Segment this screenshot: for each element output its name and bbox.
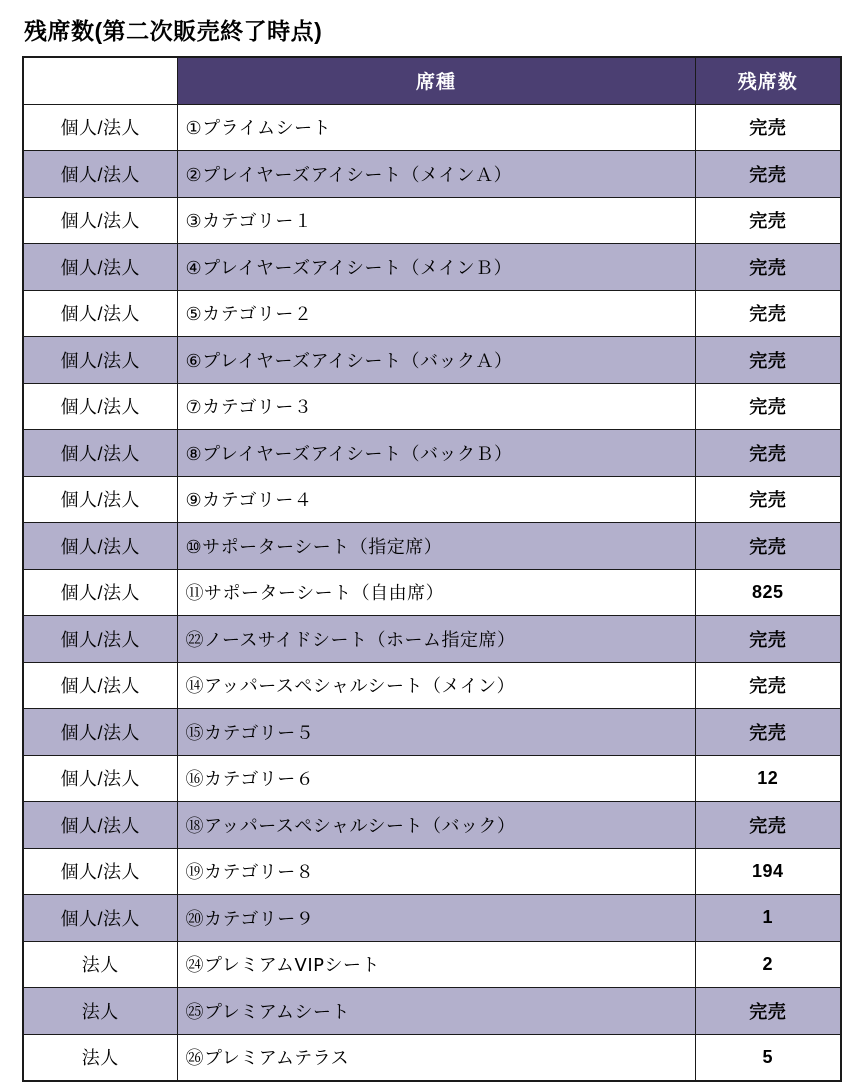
cell-seat-type: ⑭アッパースペシャルシート（メイン） <box>177 662 695 709</box>
column-header-remaining: 残席数 <box>695 57 841 105</box>
table-row <box>23 523 841 570</box>
table-row <box>23 941 841 988</box>
table-header <box>23 57 841 105</box>
table-row <box>23 197 841 244</box>
cell-category: 個人/法人 <box>23 755 177 802</box>
page-title: 残席数(第二次販売終了時点) <box>24 18 323 44</box>
table-row <box>23 430 841 477</box>
cell-category: 個人/法人 <box>23 476 177 523</box>
table-row <box>23 895 841 942</box>
cell-category: 個人/法人 <box>23 430 177 477</box>
cell-remaining: 完売 <box>695 151 841 198</box>
table-header-row <box>23 57 841 105</box>
cell-remaining: 完売 <box>695 616 841 663</box>
cell-remaining: 12 <box>695 755 841 802</box>
cell-seat-type: ③カテゴリー１ <box>177 197 695 244</box>
cell-remaining: 完売 <box>695 430 841 477</box>
table-row <box>23 1034 841 1081</box>
cell-seat-type: ⑯カテゴリー６ <box>177 755 695 802</box>
table-row <box>23 802 841 849</box>
table-row <box>23 709 841 756</box>
cell-seat-type: ⑲カテゴリー８ <box>177 848 695 895</box>
cell-seat-type: ㉕プレミアムシート <box>177 988 695 1035</box>
cell-category: 個人/法人 <box>23 709 177 756</box>
column-header-seat-type: 席種 <box>177 57 695 105</box>
table-row <box>23 290 841 337</box>
remaining-seats-table <box>22 56 842 1082</box>
cell-category: 個人/法人 <box>23 197 177 244</box>
table-row <box>23 616 841 663</box>
cell-seat-type: ①プライムシート <box>177 104 695 151</box>
cell-remaining: 完売 <box>695 383 841 430</box>
cell-category: 個人/法人 <box>23 523 177 570</box>
cell-seat-type: ⑩サポーターシート（指定席） <box>177 523 695 570</box>
table-row <box>23 337 841 384</box>
cell-remaining: 完売 <box>695 104 841 151</box>
table-row <box>23 988 841 1035</box>
cell-remaining: 完売 <box>695 197 841 244</box>
cell-remaining: 完売 <box>695 709 841 756</box>
cell-category: 個人/法人 <box>23 290 177 337</box>
table-row <box>23 383 841 430</box>
cell-seat-type: ⑱アッパースペシャルシート（バック） <box>177 802 695 849</box>
cell-seat-type: ⑮カテゴリー５ <box>177 709 695 756</box>
column-header-category <box>23 57 177 105</box>
cell-category: 個人/法人 <box>23 616 177 663</box>
cell-seat-type: ⑥プレイヤーズアイシート（バックＡ） <box>177 337 695 384</box>
table-row <box>23 569 841 616</box>
cell-remaining: 1 <box>695 895 841 942</box>
cell-remaining: 完売 <box>695 476 841 523</box>
cell-remaining: 194 <box>695 848 841 895</box>
cell-category: 個人/法人 <box>23 244 177 291</box>
cell-category: 個人/法人 <box>23 151 177 198</box>
cell-remaining: 完売 <box>695 802 841 849</box>
cell-category: 個人/法人 <box>23 802 177 849</box>
cell-seat-type: ⑳カテゴリー９ <box>177 895 695 942</box>
cell-category: 個人/法人 <box>23 895 177 942</box>
table-row <box>23 662 841 709</box>
cell-seat-type: ②プレイヤーズアイシート（メインＡ） <box>177 151 695 198</box>
cell-seat-type: ⑧プレイヤーズアイシート（バックＢ） <box>177 430 695 477</box>
cell-seat-type: ⑨カテゴリー４ <box>177 476 695 523</box>
cell-category: 法人 <box>23 941 177 988</box>
table-row <box>23 476 841 523</box>
cell-remaining: 5 <box>695 1034 841 1081</box>
cell-remaining: 完売 <box>695 337 841 384</box>
cell-category: 個人/法人 <box>23 848 177 895</box>
cell-remaining: 完売 <box>695 523 841 570</box>
cell-category: 個人/法人 <box>23 383 177 430</box>
cell-remaining: 完売 <box>695 244 841 291</box>
cell-category: 個人/法人 <box>23 104 177 151</box>
cell-seat-type: ⑪サポーターシート（自由席） <box>177 569 695 616</box>
cell-category: 個人/法人 <box>23 337 177 384</box>
table-row <box>23 755 841 802</box>
table-row <box>23 244 841 291</box>
cell-seat-type: ㉖プレミアムテラス <box>177 1034 695 1081</box>
cell-category: 法人 <box>23 988 177 1035</box>
cell-seat-type: ㉔プレミアムVIPシート <box>177 941 695 988</box>
cell-category: 法人 <box>23 1034 177 1081</box>
table-row <box>23 848 841 895</box>
cell-remaining: 完売 <box>695 290 841 337</box>
cell-seat-type: ⑤カテゴリー２ <box>177 290 695 337</box>
cell-remaining: 完売 <box>695 988 841 1035</box>
cell-seat-type: ④プレイヤーズアイシート（メインＢ） <box>177 244 695 291</box>
cell-remaining: 完売 <box>695 662 841 709</box>
table-body <box>23 104 841 1081</box>
cell-remaining: 2 <box>695 941 841 988</box>
cell-seat-type: ㉒ノースサイドシート（ホーム指定席） <box>177 616 695 663</box>
cell-remaining: 825 <box>695 569 841 616</box>
cell-seat-type: ⑦カテゴリー３ <box>177 383 695 430</box>
cell-category: 個人/法人 <box>23 662 177 709</box>
table-row <box>23 104 841 151</box>
cell-category: 個人/法人 <box>23 569 177 616</box>
table-row <box>23 151 841 198</box>
